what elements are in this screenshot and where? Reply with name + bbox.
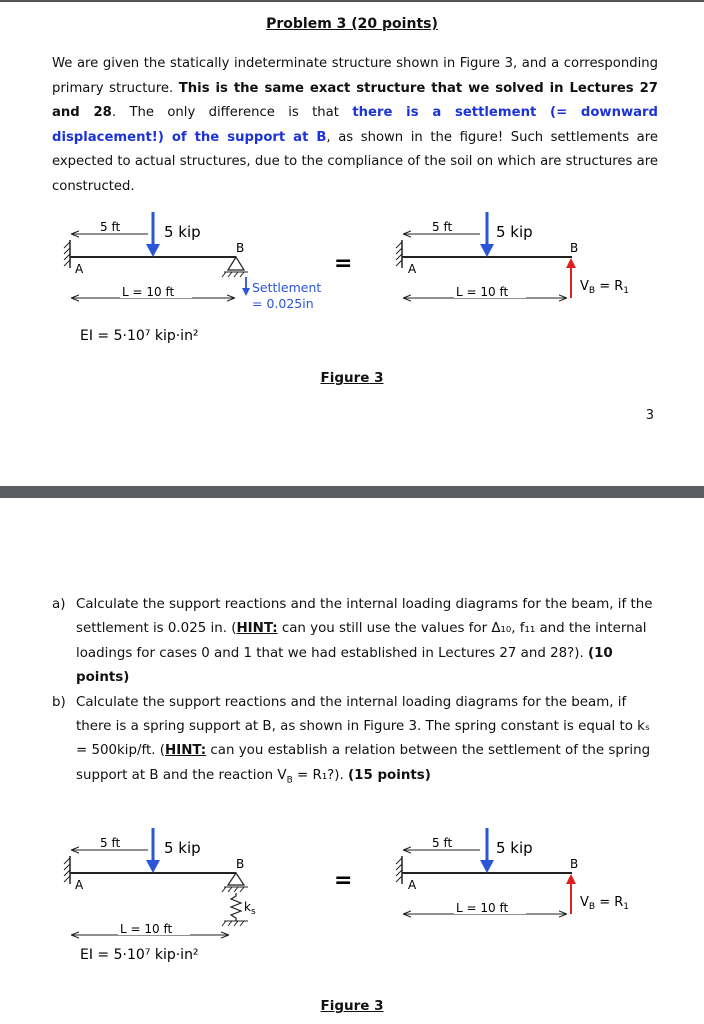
load-label: 5 kip <box>164 839 201 857</box>
problem-title: Problem 3 (20 points) <box>266 16 438 32</box>
intro-text-settlement: there is a settlement (= downward displacement!) of the support at B <box>52 105 658 145</box>
label-b: B <box>236 857 245 871</box>
question-b <box>52 691 662 793</box>
question-label: b) <box>52 694 66 710</box>
load-label: 5 kip <box>496 223 533 241</box>
load-arrow-icon <box>146 828 160 873</box>
span-label: 5 ft <box>100 836 121 850</box>
load-arrow-icon <box>480 212 494 257</box>
equals-sign: = <box>334 868 353 893</box>
fixed-support-a-icon <box>64 240 70 268</box>
load-label: 5 kip <box>496 839 533 857</box>
intro-text-3: . The only difference is that <box>111 105 353 120</box>
question-label: a) <box>52 597 66 612</box>
ei-label: EI = 5·10⁷ kip·in² <box>80 947 199 963</box>
intro-text-5: , as shown in the figure! Such settlements are expected to actual structures, due to the compliance of the soil on which are structures are constructed. <box>52 129 658 194</box>
spring-label: $k_s$ <box>244 900 256 917</box>
question-text: can you establish a relation between the settlement of the spring support at B and the reaction V <box>76 743 651 783</box>
question-text: can you still use the values for Δ₁₀, f₁₁ and the internal loadings for cases 0 and 1 that we had established in Lectures 27 and 28?). <box>76 621 647 661</box>
intro-text-1: We are given the statically indeterminate structure shown in Figure 3, and a corresponding primary structure. <box>52 56 658 96</box>
page-separator <box>0 486 704 498</box>
settlement-label-1: Settlement <box>252 280 322 295</box>
question-list <box>52 593 662 793</box>
question-a <box>52 593 662 691</box>
points-label: (10 points) <box>76 645 613 686</box>
label-a: A <box>408 878 417 892</box>
load-arrow-icon <box>480 828 494 873</box>
label-b: B <box>570 241 579 255</box>
reaction-arrow-icon <box>566 258 576 298</box>
label-b: B <box>236 241 245 255</box>
reaction-arrow-icon <box>566 874 576 914</box>
figure-3-bottom <box>0 823 704 973</box>
reaction-label: $V_B = R_1$ <box>580 895 630 912</box>
length-label: L = 10 ft <box>456 901 509 915</box>
span-label: 5 ft <box>432 220 453 234</box>
page-number: 3 <box>645 408 654 423</box>
question-text: Calculate the support reactions and the internal loading diagrams for the beam, if there is a spring support at B, as shown in Figure 3. The spring constant is equal to kₛ = 500kip/ft. ( <box>76 694 650 759</box>
settlement-arrow-icon <box>242 277 250 296</box>
equals-sign: = <box>334 251 353 276</box>
subscript: B <box>286 775 293 786</box>
question-text: = R₁?). <box>292 767 349 783</box>
intro-text-bold: This is the same exact structure that we solved in Lectures 27 and 28 <box>52 80 658 120</box>
page-2 <box>0 498 704 1024</box>
fixed-support-a-icon <box>396 856 402 884</box>
question-text: Calculate the support reactions and the internal loading diagrams for the beam, if the settlement is 0.025 in. ( <box>76 597 653 637</box>
page-1 <box>0 0 704 486</box>
span-label: 5 ft <box>432 836 453 850</box>
load-arrow-icon <box>146 212 160 257</box>
figure-3-top <box>0 202 704 362</box>
length-label: L = 10 ft <box>122 285 175 299</box>
hint-label: HINT: <box>165 743 207 759</box>
reaction-label: $V_B = R_1$ <box>580 279 630 296</box>
points-label: (15 points) <box>348 767 431 783</box>
label-a: A <box>75 878 84 892</box>
figure-caption: Figure 3 <box>320 370 384 386</box>
label-a: A <box>75 262 84 276</box>
label-a: A <box>408 262 417 276</box>
length-label: L = 10 ft <box>120 922 173 936</box>
fixed-support-a-icon <box>396 240 402 268</box>
length-label: L = 10 ft <box>456 285 509 299</box>
pin-support-b-icon <box>222 257 248 277</box>
ei-label: EI = 5·10⁷ kip·in² <box>80 328 199 344</box>
settlement-label-2: = 0.025in <box>252 296 314 311</box>
label-b: B <box>570 857 579 871</box>
figure-caption: Figure 3 <box>320 998 384 1014</box>
span-label: 5 ft <box>100 220 121 234</box>
hint-label: HINT: <box>236 621 278 637</box>
intro-paragraph <box>52 52 658 199</box>
load-label: 5 kip <box>164 223 201 241</box>
fixed-support-a-icon <box>64 856 70 884</box>
